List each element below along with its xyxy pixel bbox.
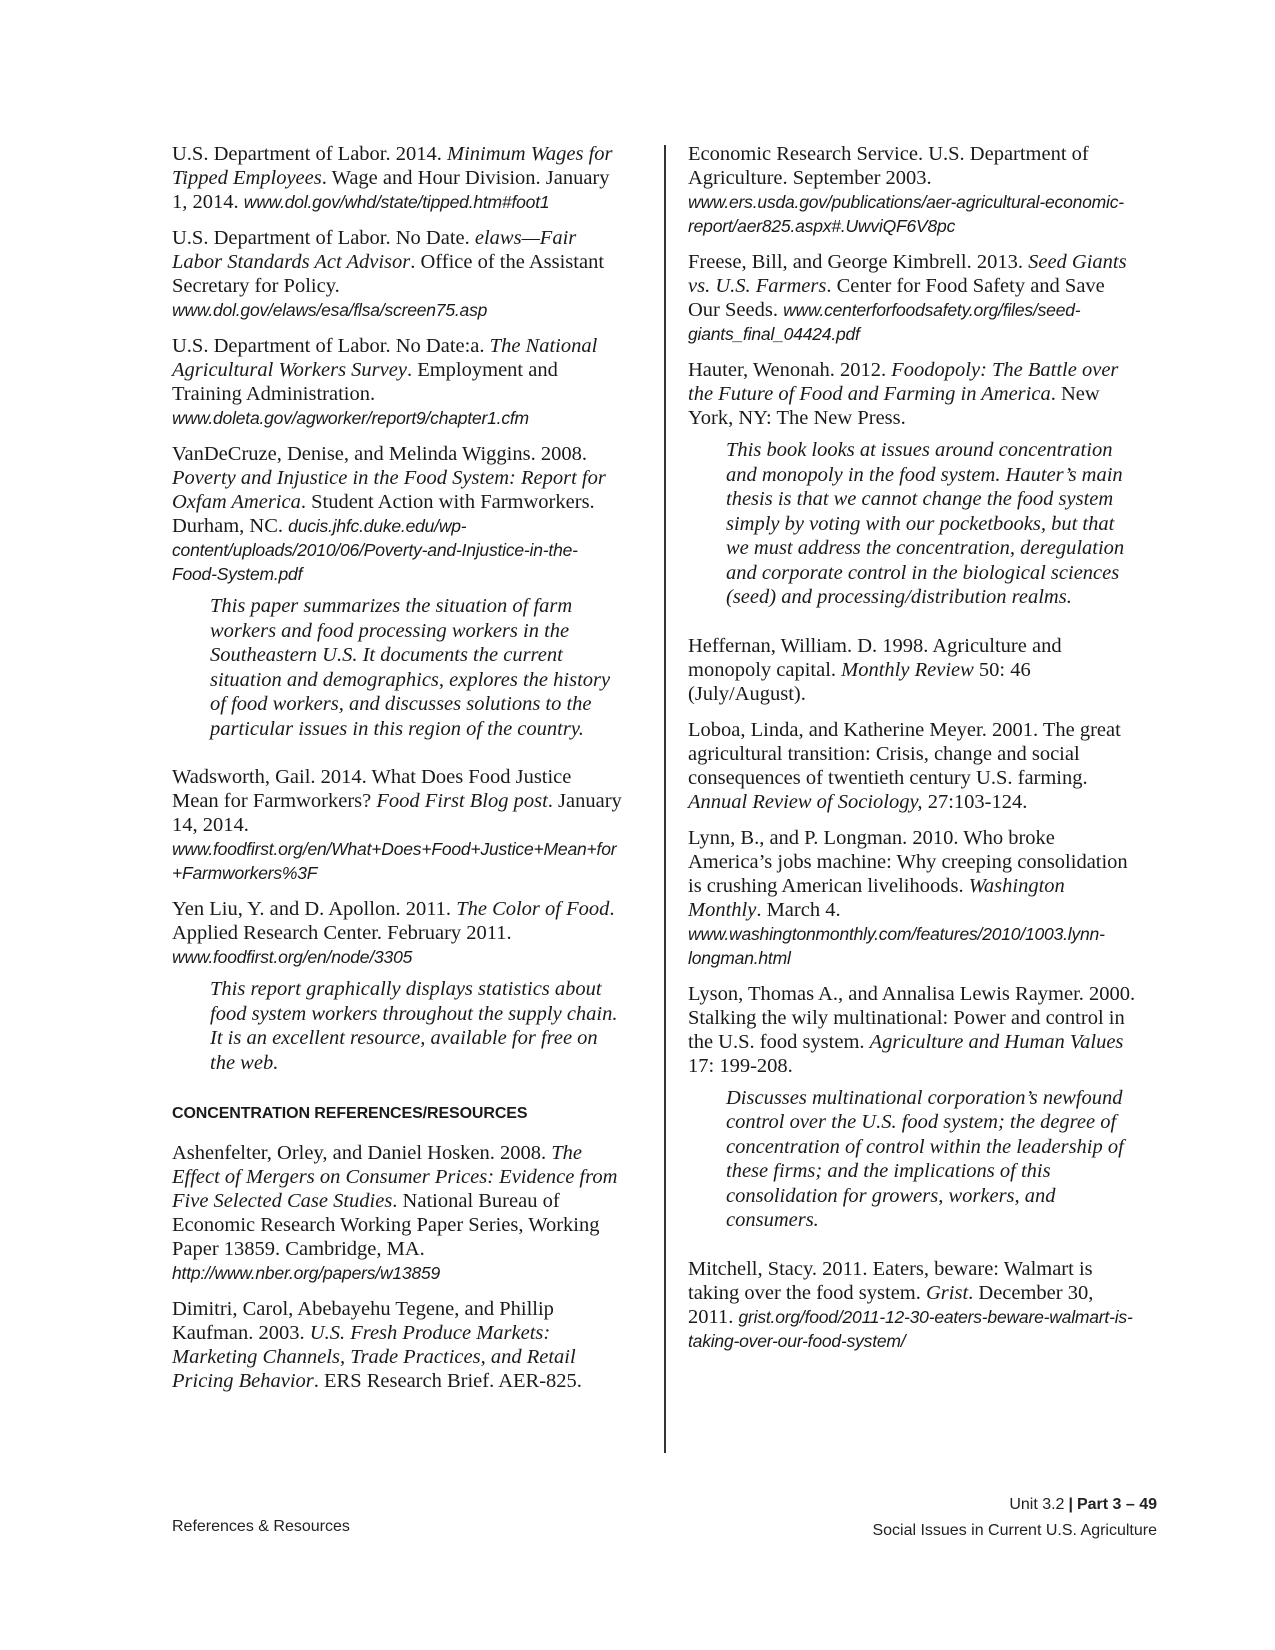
reference-entry: U.S. Department of Labor. 2014. Minimum Wages for Tipped Employees. Wage and Hour Division. January 1, 2014. www.dol.gov/whd/state/tipped.htm#foot1: [172, 143, 613, 213]
reference-annotation: This book looks at issues around concentration and monopoly in the food system. Hauter’s main thesis is that we cannot change the food system simply by voting with our pocketbooks, but that we must address the concentration, deregulation and corporate control in the biological sciences (seed) and processing/distribution realms.: [726, 439, 1125, 608]
reference-entry: Wadsworth, Gail. 2014. What Does Food Justice Mean for Farmworkers? Food First Blog post. January 14, 2014. www.foodfirst.org/en/What+Does+Food+Justice+Mean+for+Farmworkers%3F: [172, 766, 622, 883]
reference-entry: U.S. Department of Labor. No Date:a. The National Agricultural Workers Survey. Employment and Training Administration. www.doleta.gov/agworker/report9/chapter1.cfm: [172, 335, 598, 428]
reference-entry: Dimitri, Carol, Abebayehu Tegene, and Phillip Kaufman. 2003. U.S. Fresh Produce Markets: Marketing Channels, Trade Practices, and Retail Pricing Behavior. ERS Research Brief. AER-825.: [172, 1298, 582, 1392]
footer-page-info: [872, 1492, 1157, 1544]
reference-link[interactable]: www.washingtonmonthly.com/features/2010/1003.lynn-longman.html: [688, 923, 1105, 968]
footer-unit-line: [872, 1492, 1157, 1518]
reference-entry: Heffernan, William. D. 1998. Agriculture and monopoly capital. Monthly Review 50: 46 (July/August).: [688, 634, 1062, 705]
reference-link[interactable]: http://www.nber.org/papers/w13859: [172, 1263, 441, 1283]
reference-entry: Lynn, B., and P. Longman. 2010. Who broke America’s jobs machine: Why creeping consolidation is crushing American livelihoods. Washington Monthly. March 4. www.washingtonmonthly.com/features/2010/1003.lynn-longman.html: [688, 826, 1128, 968]
footer-section-label: References & Resources: [172, 1518, 350, 1535]
reference-entry: Lyson, Thomas A., and Annalisa Lewis Raymer. 2000. Stalking the wily multinational: Power and control in the U.S. food system. Agriculture and Human Values 17: 199-208.: [688, 982, 1136, 1077]
section-heading: CONCENTRATION REFERENCES/RESOURCES: [172, 1105, 528, 1122]
right-column: [688, 142, 1138, 1365]
reference-entry: U.S. Department of Labor. No Date. elaws—Fair Labor Standards Act Advisor. Office of the Assistant Secretary for Policy. www.dol.gov/elaws/esa/flsa/screen75.asp: [172, 227, 605, 320]
footer-subtitle: Social Issues in Current U.S. Agriculture: [872, 1522, 1157, 1539]
reference-link[interactable]: www.doleta.gov/agworker/report9/chapter1.cfm: [172, 408, 529, 428]
reference-entry: Yen Liu, Y. and D. Apollon. 2011. The Color of Food. Applied Research Center. February 2011. www.foodfirst.org/en/node/3305: [172, 898, 615, 967]
left-column: [172, 142, 622, 1405]
unit-label: Unit 3.2: [1009, 1496, 1065, 1513]
reference-entry: Ashenfelter, Orley, and Daniel Hosken. 2008. The Effect of Mergers on Consumer Prices: Evidence from Five Selected Case Studies. National Bureau of Economic Research Working Paper Series, Working Paper 13859. Cambridge, MA. http://www.nber.org/papers/w13859: [172, 1142, 618, 1283]
reference-link[interactable]: www.dol.gov/whd/state/tipped.htm#foot1: [243, 192, 550, 212]
reference-link[interactable]: www.centerforfoodsafety.org/files/seed-giants_final_04424.pdf: [688, 300, 1081, 344]
reference-entry: Economic Research Service. U.S. Department of Agriculture. September 2003. www.ers.usda.gov/publications/aer-agricultural-economic-report/aer825.aspx#.UwviQF6V8pc: [688, 143, 1124, 236]
reference-annotation: This report graphically displays statistics about food system workers throughout the supply chain. It is an excellent resource, available for free on the web.: [210, 978, 618, 1074]
reference-annotation: Discusses multinational corporation’s newfound control over the U.S. food system; the degree of concentration of control within the leadership of these firms; and the implications of this consolidation for growers, workers, and consumers.: [726, 1086, 1124, 1231]
footer-separator: |: [1068, 1496, 1073, 1513]
reference-entry: Mitchell, Stacy. 2011. Eaters, beware: Walmart is taking over the food system. Grist. December 30, 2011. grist.org/food/2011-12-30-eaters-beware-walmart-is-taking-over-our-food-system/: [688, 1257, 1133, 1351]
reference-link[interactable]: ducis.jhfc.duke.edu/wp-content/uploads/2010/06/Poverty-and-Injustice-in-the-Food-System.pdf: [172, 516, 578, 584]
reference-entry: VanDeCruze, Denise, and Melinda Wiggins. 2008. Poverty and Injustice in the Food System: Report for Oxfam America. Student Action with Farmworkers. Durham, NC. ducis.jhfc.duke.edu/wp-content/uploads/2010/06/Poverty-and-Injustice-in-the-Food-System.pdf: [172, 443, 606, 584]
reference-entry: Freese, Bill, and George Kimbrell. 2013. Seed Giants vs. U.S. Farmers. Center for Food Safety and Save Our Seeds. www.centerforfoodsafety.org/files/seed-giants_final_04424.pdf: [688, 251, 1127, 344]
reference-link[interactable]: www.foodfirst.org/en/What+Does+Food+Justice+Mean+for+Farmworkers%3F: [172, 839, 617, 883]
reference-link[interactable]: grist.org/food/2011-12-30-eaters-beware-walmart-is-taking-over-our-food-system/: [688, 1306, 1133, 1351]
reference-annotation: This paper summarizes the situation of farm workers and food processing workers in the Southeastern U.S. It documents the current situation and demographics, explores the history of food workers, and discusses solutions to the particular issues in this region of the country.: [210, 595, 611, 740]
page-number: Part 3 – 49: [1076, 1496, 1157, 1513]
reference-entry: Loboa, Linda, and Katherine Meyer. 2001. The great agricultural transition: Crisis, change and social consequences of twentieth century U.S. farming. Annual Review of Sociology, 27:103-124.: [688, 718, 1121, 813]
reference-link[interactable]: www.dol.gov/elaws/esa/flsa/screen75.asp: [172, 300, 488, 320]
reference-link[interactable]: www.foodfirst.org/en/node/3305: [172, 947, 413, 967]
reference-entry: Hauter, Wenonah. 2012. Foodopoly: The Battle over the Future of Food and Farming in America. New York, NY: The New Press.: [688, 359, 1119, 429]
column-divider: [664, 145, 666, 1453]
reference-link[interactable]: www.ers.usda.gov/publications/aer-agricultural-economic-report/aer825.aspx#.UwviQF6V8pc: [688, 192, 1124, 236]
